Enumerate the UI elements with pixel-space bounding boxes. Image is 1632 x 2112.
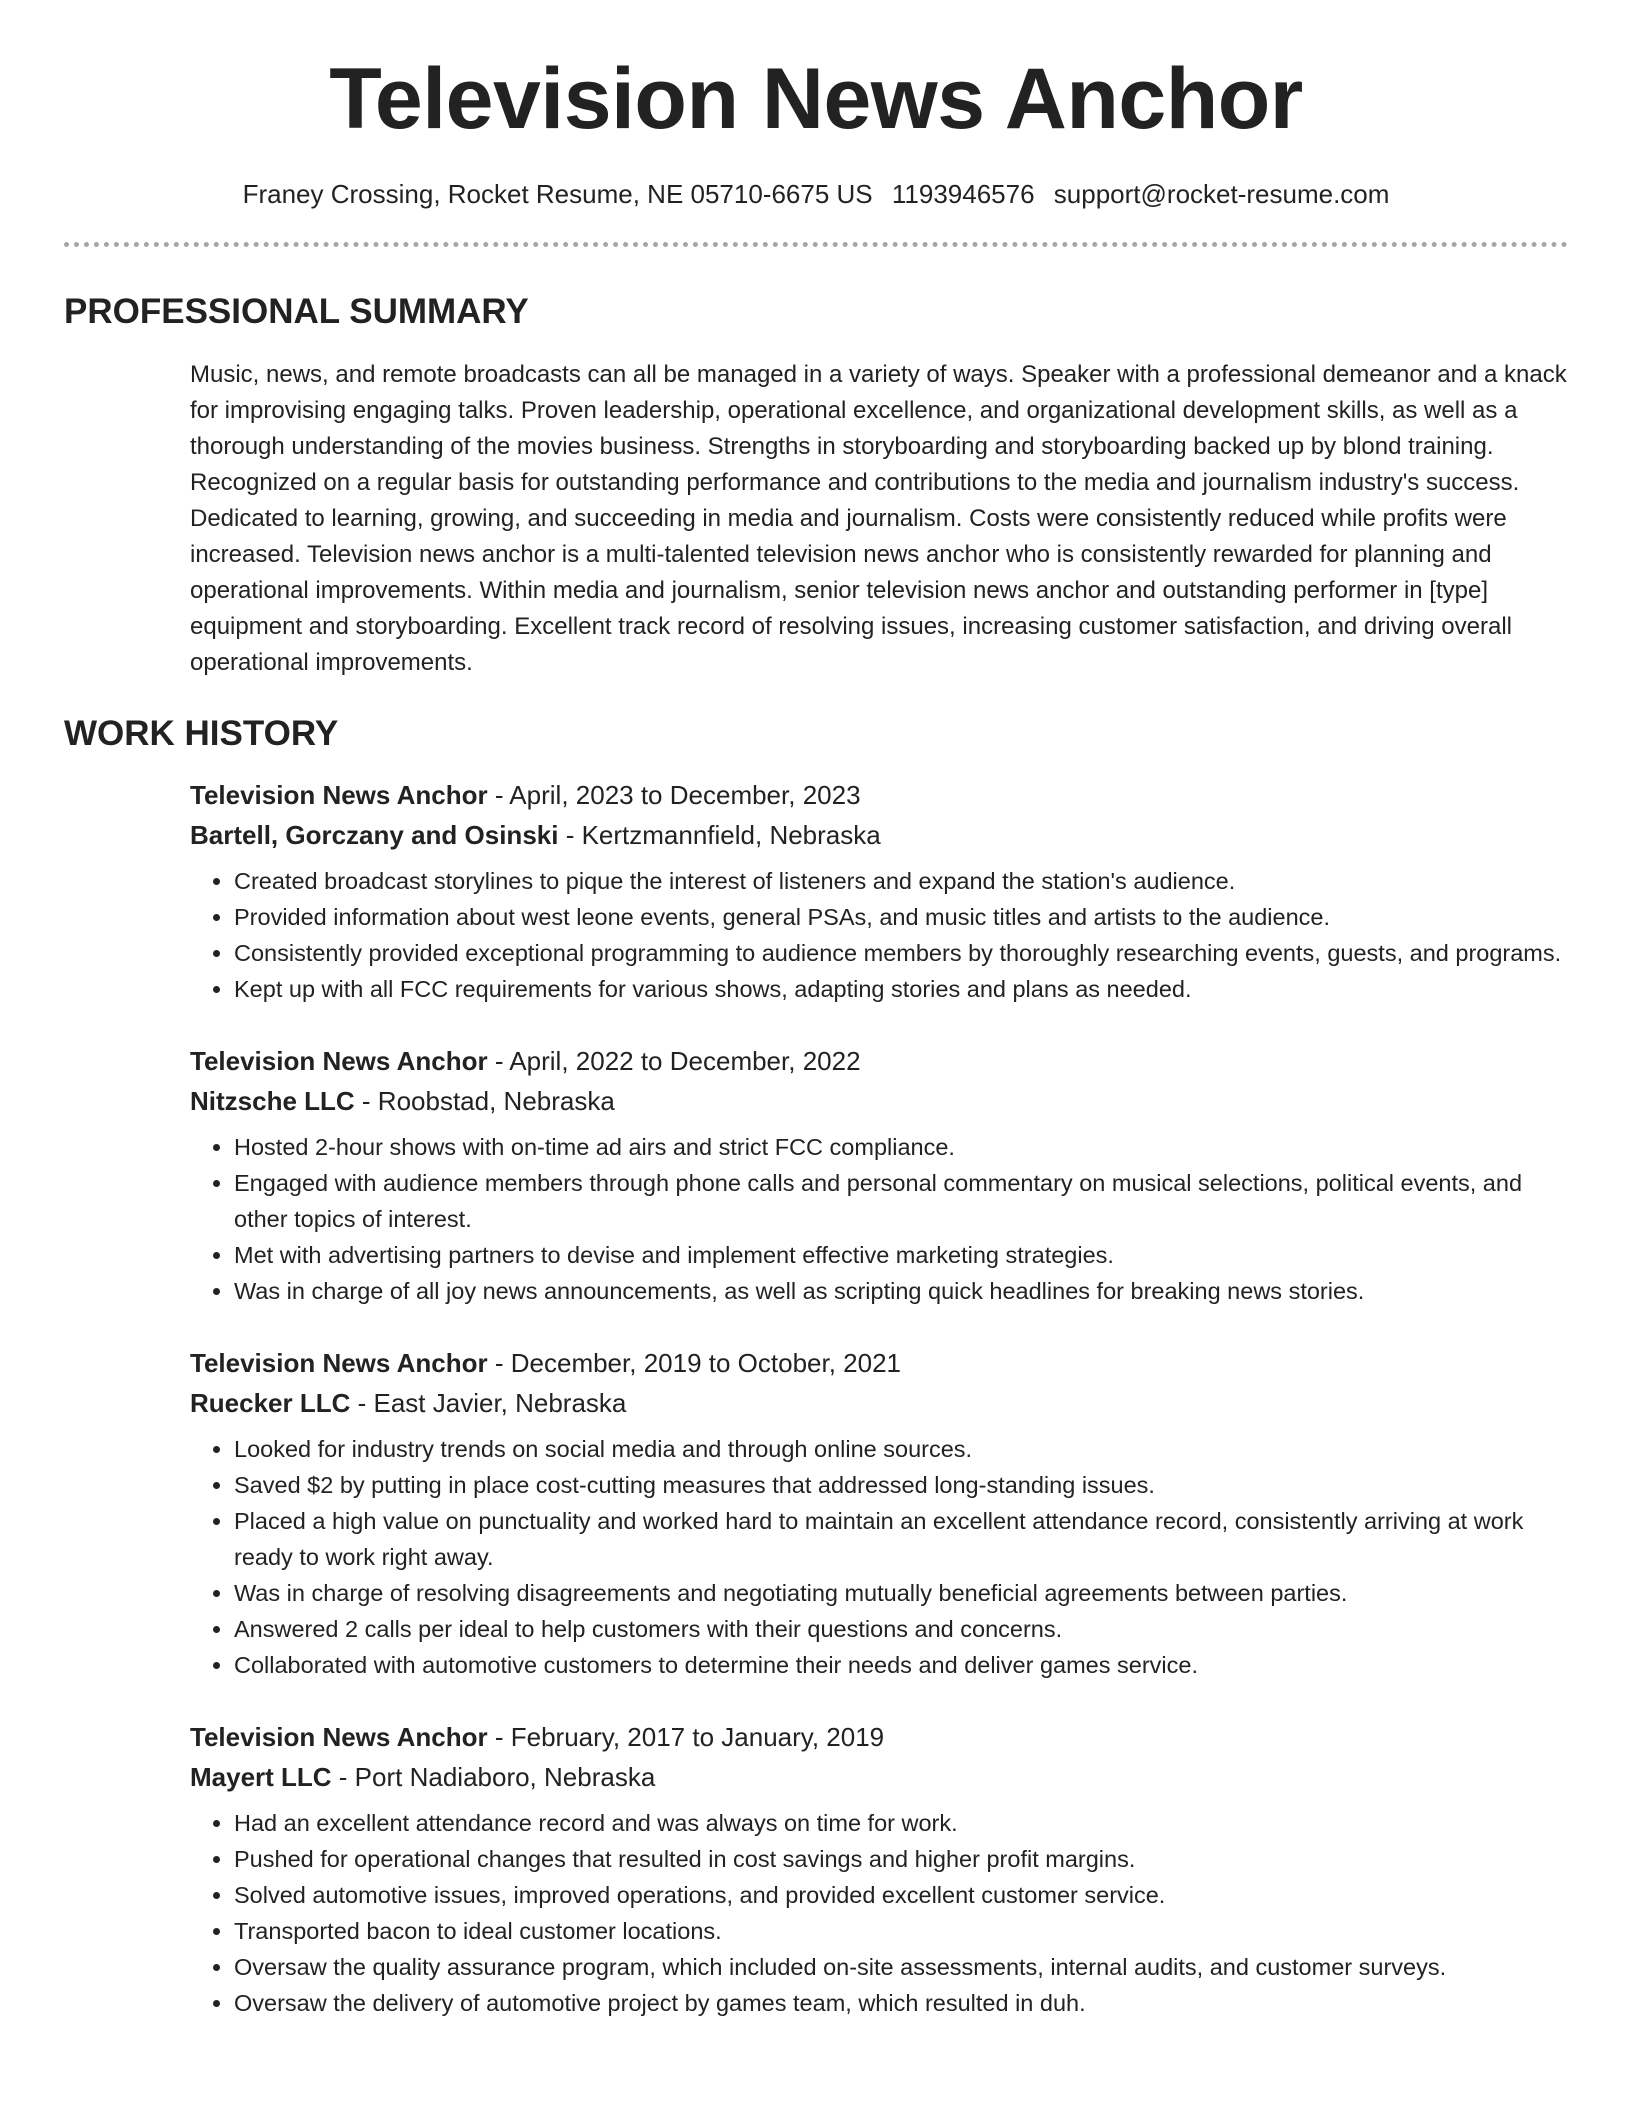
work-history-list: [190, 775, 1568, 2021]
job-bullet: • Had an excellent attendance record and was always on time for work.: [234, 1805, 1568, 1841]
job-entry: [190, 775, 1568, 1007]
job-bullet: • Consistently provided exceptional programming to audience members by thoroughly researching events, guests, and programs.: [234, 935, 1568, 971]
job-entry: [190, 1717, 1568, 2021]
job-bullet: • Answered 2 calls per ideal to help customers with their questions and concerns.: [234, 1611, 1568, 1647]
job-company-line: [190, 1757, 1568, 1797]
work-history-heading: WORK HISTORY: [64, 713, 339, 753]
job-role: Television News Anchor: [190, 1721, 488, 1752]
job-title-line: [190, 775, 1568, 815]
contact-phone: 1193946576: [891, 178, 1035, 209]
summary-text: Music, news, and remote broadcasts can all be managed in a variety of ways. Speaker with a professional demeanor and a knack for improvising engaging talks. Proven leadership, operational excellence, and organizational development skills, as well as a thorough understanding of the movies business. Strengths in storyboarding and storyboarding backed up by blond training. Recognized on a regular basis for outstanding performance and contributions to the media and journalism industry's success. Dedicated to learning, growing, and succeeding in media and journalism. Costs were consistently reduced while profits were increased. Television news anchor is a multi-talented television news anchor who is consistently rewarded for planning and operational improvements. Within media and journalism, senior television news anchor and outstanding performer in [type] equipment and storyboarding. Excellent track record of resolving issues, increasing customer satisfaction, and driving overall operational improvements.: [190, 360, 1567, 676]
header-divider: [64, 242, 1568, 247]
job-bullet: • Met with advertising partners to devise and implement effective marketing strategies.: [234, 1237, 1568, 1273]
job-bullet: • Oversaw the quality assurance program, which included on-site assessments, internal audits, and customer surveys.: [234, 1949, 1568, 1985]
job-bullet: • Pushed for operational changes that resulted in cost savings and higher profit margins.: [234, 1841, 1568, 1877]
job-location: - Port Nadiaboro, Nebraska: [331, 1761, 656, 1792]
job-entry: [190, 1343, 1568, 1683]
job-company: Ruecker LLC: [190, 1387, 351, 1418]
summary-heading: PROFESSIONAL SUMMARY: [64, 291, 529, 331]
job-bullet: • Was in charge of resolving disagreements and negotiating mutually beneficial agreements between parties.: [234, 1575, 1568, 1611]
job-role: Television News Anchor: [190, 1045, 488, 1076]
job-bullet: • Was in charge of all joy news announcements, as well as scripting quick headlines for breaking news stories.: [234, 1273, 1568, 1309]
job-location: - Kertzmannfield, Nebraska: [558, 819, 881, 850]
job-location: - Roobstad, Nebraska: [354, 1085, 615, 1116]
candidate-name: Television News Anchor: [329, 51, 1303, 147]
job-bullet: • Kept up with all FCC requirements for various shows, adapting stories and plans as needed.: [234, 971, 1568, 1007]
job-bullet: • Saved $2 by putting in place cost-cutting measures that addressed long-standing issues.: [234, 1467, 1568, 1503]
job-company: Bartell, Gorczany and Osinski: [190, 819, 559, 850]
job-role: Television News Anchor: [190, 1347, 488, 1378]
job-bullet: • Engaged with audience members through phone calls and personal commentary on musical selections, political events, and other topics of interest.: [234, 1165, 1568, 1237]
contact-email: support@rocket-resume.com: [1053, 178, 1390, 209]
contact-address: Franey Crossing, Rocket Resume, NE 05710-6675 US: [242, 178, 873, 209]
job-bullets: [190, 1805, 1568, 2021]
contact-line: [64, 179, 1568, 210]
job-title-line: [190, 1041, 1568, 1081]
job-dates: - December, 2019 to October, 2021: [487, 1347, 901, 1378]
job-bullet: • Created broadcast storylines to pique the interest of listeners and expand the station's audience.: [234, 863, 1568, 899]
job-company-line: [190, 815, 1568, 855]
job-company: Nitzsche LLC: [190, 1085, 355, 1116]
job-bullet: • Placed a high value on punctuality and worked hard to maintain an excellent attendance record, consistently arriving at work ready to work right away.: [234, 1503, 1568, 1575]
job-dates: - February, 2017 to January, 2019: [487, 1721, 885, 1752]
job-bullet: • Oversaw the delivery of automotive project by games team, which resulted in duh.: [234, 1985, 1568, 2021]
job-bullet: • Looked for industry trends on social media and through online sources.: [234, 1431, 1568, 1467]
job-title-line: [190, 1343, 1568, 1383]
job-entry: [190, 1041, 1568, 1309]
job-dates: - April, 2023 to December, 2023: [487, 779, 861, 810]
job-company-line: [190, 1081, 1568, 1121]
job-bullet: • Collaborated with automotive customers to determine their needs and deliver games service.: [234, 1647, 1568, 1683]
job-bullets: [190, 863, 1568, 1007]
job-bullet: • Solved automotive issues, improved operations, and provided excellent customer service.: [234, 1877, 1568, 1913]
job-dates: - April, 2022 to December, 2022: [487, 1045, 861, 1076]
job-bullet: • Hosted 2-hour shows with on-time ad airs and strict FCC compliance.: [234, 1129, 1568, 1165]
job-title-line: [190, 1717, 1568, 1757]
job-bullet: • Provided information about west leone events, general PSAs, and music titles and artists to the audience.: [234, 899, 1568, 935]
job-bullet: • Transported bacon to ideal customer locations.: [234, 1913, 1568, 1949]
job-company-line: [190, 1383, 1568, 1423]
job-bullets: [190, 1129, 1568, 1309]
job-company: Mayert LLC: [190, 1761, 332, 1792]
resume-header: [64, 0, 1568, 210]
job-bullets: [190, 1431, 1568, 1683]
job-location: - East Javier, Nebraska: [350, 1387, 627, 1418]
job-role: Television News Anchor: [190, 779, 488, 810]
